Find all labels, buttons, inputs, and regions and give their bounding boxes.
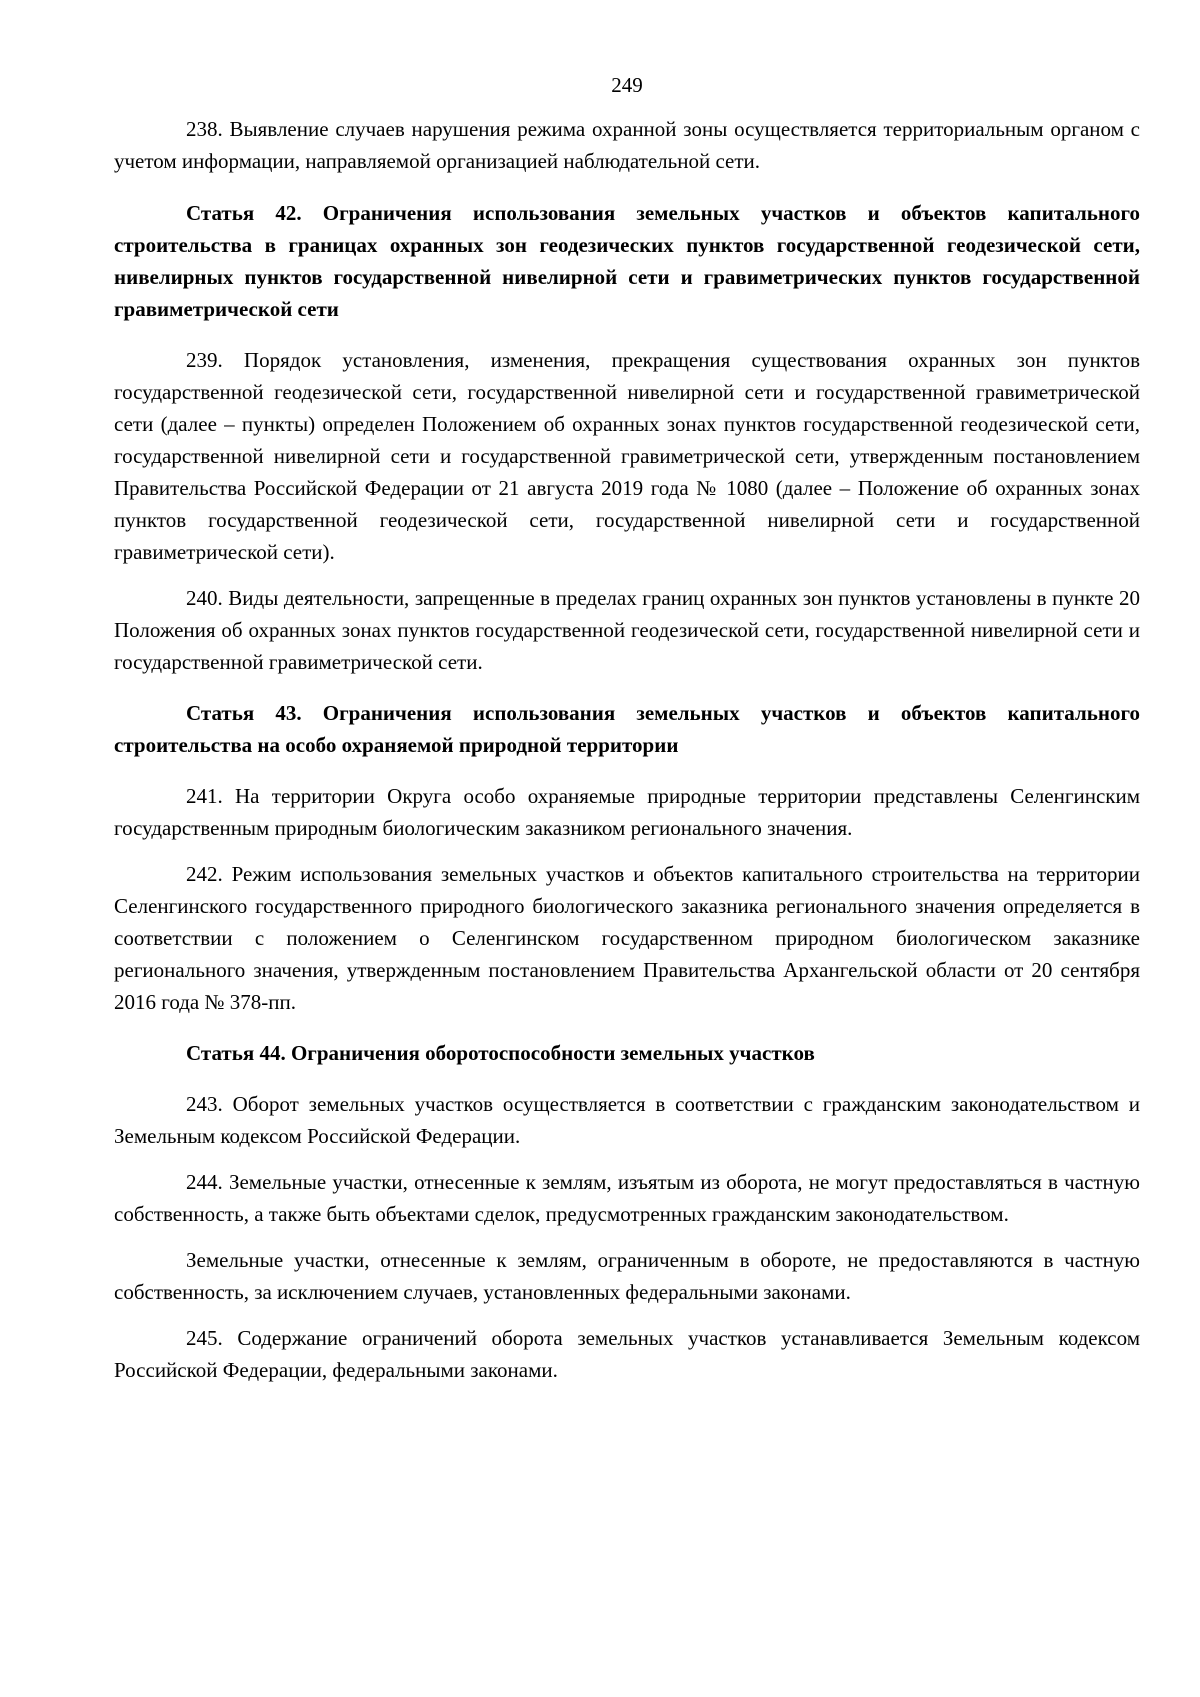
article-42-heading: Статья 42. Ограничения использования земельных участков и объектов капитального строительства в границах охранных зон геодезических пунктов государственной геодезической сети, нивелирных пунктов государственной нивелирной сети и гравиметрических пунктов государственной гравиметрической сети [114, 201, 1140, 321]
paragraph-245: 245. Содержание ограничений оборота земельных участков устанавливается Земельным кодексом Российской Федерации, федеральными законами. [114, 1326, 1140, 1382]
paragraph-238: 238. Выявление случаев нарушения режима охранной зоны осуществляется территориальным органом с учетом информации, направляемой организацией наблюдательной сети. [114, 117, 1140, 173]
paragraph-244: 244. Земельные участки, отнесенные к землям, изъятым из оборота, не могут предоставляться в частную собственность, а также быть объектами сделок, предусмотренных гражданским законодательством. [114, 1170, 1140, 1226]
document-body [114, 113, 1140, 1400]
article-44-heading: Статья 44. Ограничения оборотоспособности земельных участков [186, 1041, 815, 1065]
paragraph-243: 243. Оборот земельных участков осуществляется в соответствии с гражданским законодательством и Земельным кодексом Российской Федерации. [114, 1092, 1140, 1148]
paragraph-239: 239. Порядок установления, изменения, прекращения существования охранных зон пунктов государственной геодезической сети, государственной нивелирной сети и государственной гравиметрической сети (далее – пункты) определен Положением об охранных зонах пунктов государственной геодезической сети, государственной нивелирной сети и государственной гравиметрической сети, утвержденным постановлением Правительства Российской Федерации от 21 августа 2019 года № 1080 (далее – Положение об охранных зонах пунктов государственной геодезической сети, государственной нивелирной сети и государственной гравиметрической сети). [114, 348, 1140, 564]
page-number: 249 [611, 73, 643, 97]
paragraph-241: 241. На территории Округа особо охраняемые природные территории представлены Селенгинским государственным природным биологическим заказником регионального значения. [114, 784, 1140, 840]
paragraph-240: 240. Виды деятельности, запрещенные в пределах границ охранных зон пунктов установлены в пункте 20 Положения об охранных зонах пунктов государственной геодезической сети, государственной нивелирной сети и государственной гравиметрической сети. [114, 586, 1140, 674]
paragraph-242: 242. Режим использования земельных участков и объектов капитального строительства на территории Селенгинского государственного природного биологического заказника регионального значения определяется в соответствии с положением о Селенгинском государственном природном биологическом заказнике регионального значения, утвержденным постановлением Правительства Архангельской области от 20 сентября 2016 года № 378-пп. [114, 862, 1140, 1014]
paragraph-244-continued: Земельные участки, отнесенные к землям, ограниченным в обороте, не предоставляются в частную собственность, за исключением случаев, установленных федеральными законами. [114, 1248, 1140, 1304]
article-43-heading: Статья 43. Ограничения использования земельных участков и объектов капитального строительства на особо охраняемой природной территории [114, 701, 1140, 757]
